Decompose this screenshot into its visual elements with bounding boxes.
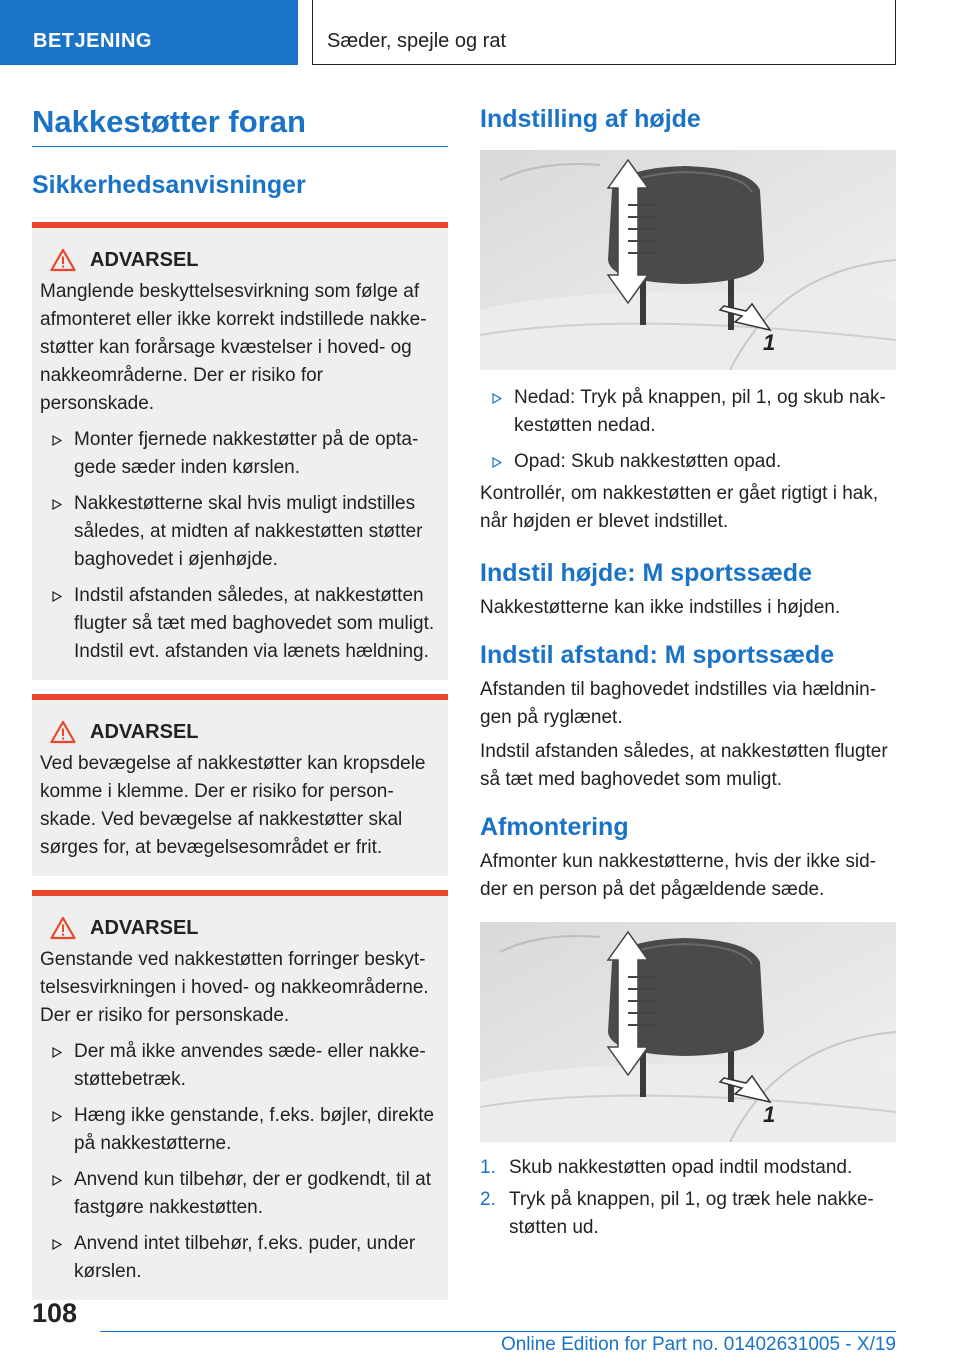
warning-label: ADVARSEL <box>90 248 199 271</box>
height-note: Kontrollér, om nakkestøtten er gået rigtigt i hak, når højden er blevet indstillet. <box>480 483 879 532</box>
triangle-bullet-icon <box>52 1175 62 1186</box>
triangle-bullet-icon <box>52 591 62 602</box>
msport-distance-text-2: Indstil afstanden således, at nakkestøtten flugter så tæt med baghovedet som muligt. <box>480 741 888 790</box>
list-item: Anvend intet tilbehør, f.eks. puder, under kørslen. <box>40 1230 440 1286</box>
list-item: Opad: Skub nakkestøtten opad. <box>480 448 896 476</box>
page-title: Nakkestøtter foran <box>32 100 448 147</box>
warning-box-1 <box>32 222 448 680</box>
triangle-bullet-icon <box>492 457 502 468</box>
msport-height-title: Indstil højde: M sportssæde <box>480 559 812 587</box>
footer-rule <box>100 1331 896 1332</box>
page-number: 108 <box>32 1298 78 1328</box>
warning-heading <box>40 912 440 944</box>
figure-callout-number: 1 <box>763 330 776 355</box>
figure-callout-number: 1 <box>763 1102 776 1127</box>
header-chapter: Sæder, spejle og rat <box>327 30 506 52</box>
warning-box-3 <box>32 890 448 1300</box>
triangle-bullet-icon <box>52 435 62 446</box>
section-subtitle: Sikkerhedsanvisninger <box>32 171 306 199</box>
warning-label: ADVARSEL <box>90 720 199 743</box>
removal-text: Afmonter kun nakkestøtterne, hvis der ikke sidder en person på det pågældende sæde. <box>480 851 876 900</box>
list-item: Monter fjernede nakkestøtter på de optagede sæder inden kørslen. <box>40 426 440 482</box>
list-item: Nakkestøtterne skal hvis muligt indstilles således, at midten af nakkestøtten støtter baghovedet i øjenhøjde. <box>40 490 440 574</box>
header-section-tab <box>0 0 298 65</box>
warning-triangle-icon <box>50 916 76 940</box>
list-item <box>480 1154 896 1182</box>
msport-height-text: Nakkestøtterne kan ikke indstilles i højden. <box>480 597 841 618</box>
warning-label: ADVARSEL <box>90 916 199 939</box>
triangle-bullet-icon <box>52 499 62 510</box>
warning-text: Genstande ved nakkestøtten forringer beskyttelsesvirkningen i hoved- og nakkeområderne. Der er risiko for personskade. <box>40 949 429 1026</box>
header-chapter-tab <box>312 0 896 65</box>
list-item: Hæng ikke genstande, f.eks. bøjler, direkte på nakkestøtterne. <box>40 1102 440 1158</box>
right-column <box>480 100 896 1246</box>
triangle-bullet-icon <box>52 1239 62 1250</box>
warning-text: Manglende beskyttelsesvirkning som følge af afmonteret eller ikke korrekt indstillede nakkestøtter kan forårsage kvæstelser i hoved- og nakkeområderne. Der er risiko for personskade. <box>40 281 427 414</box>
step-text: Skub nakkestøtten opad indtil modstand. <box>509 1157 853 1178</box>
triangle-bullet-icon <box>492 393 502 404</box>
height-section-title: Indstilling af højde <box>480 105 701 133</box>
list-item <box>480 1186 896 1242</box>
list-item: Der må ikke anvendes sæde- eller nakkestøttebetræk. <box>40 1038 440 1094</box>
triangle-bullet-icon <box>52 1047 62 1058</box>
warning-triangle-icon <box>50 248 76 272</box>
warning-heading <box>40 716 440 748</box>
warning-triangle-icon <box>50 720 76 744</box>
warning-bullet-list <box>40 1038 440 1286</box>
warning-heading <box>40 244 440 276</box>
msport-distance-title: Indstil afstand: M sportssæde <box>480 641 835 669</box>
msport-distance-text-1: Afstanden til baghovedet indstilles via hældningen på ryglænet. <box>480 679 877 728</box>
height-bullet-list <box>480 384 896 476</box>
removal-title: Afmontering <box>480 813 629 841</box>
warning-box-2 <box>32 694 448 876</box>
removal-steps <box>480 1154 896 1242</box>
list-item: Anvend kun tilbehør, der er godkendt, til at fastgøre nakkestøtten. <box>40 1166 440 1222</box>
headrest-removal-figure <box>480 922 896 1142</box>
warning-bullet-list <box>40 426 440 666</box>
warning-text: Ved bevægelse af nakkestøtter kan kropsdele komme i klemme. Der er risiko for personskade. Ved bevægelse af nakkestøtter skal sørges for, at bevægelsesområdet er frit. <box>40 753 426 858</box>
left-column <box>32 100 448 1300</box>
step-number: 2. <box>480 1189 496 1210</box>
footer-edition: Online Edition for Part no. 01402631005 - X/19 <box>500 1334 896 1355</box>
triangle-bullet-icon <box>52 1111 62 1122</box>
list-item: Nedad: Tryk på knappen, pil 1, og skub nakkestøtten nedad. <box>480 384 896 440</box>
headrest-height-figure <box>480 150 896 370</box>
step-number: 1. <box>480 1157 496 1178</box>
header-section: BETJENING <box>33 30 152 52</box>
step-text: Tryk på knappen, pil 1, og træk hele nakkestøtten ud. <box>509 1189 874 1238</box>
list-item: Indstil afstanden således, at nakkestøtten flugter så tæt med baghovedet som muligt. Indstil evt. afstanden via lænets hældning. <box>40 582 440 666</box>
